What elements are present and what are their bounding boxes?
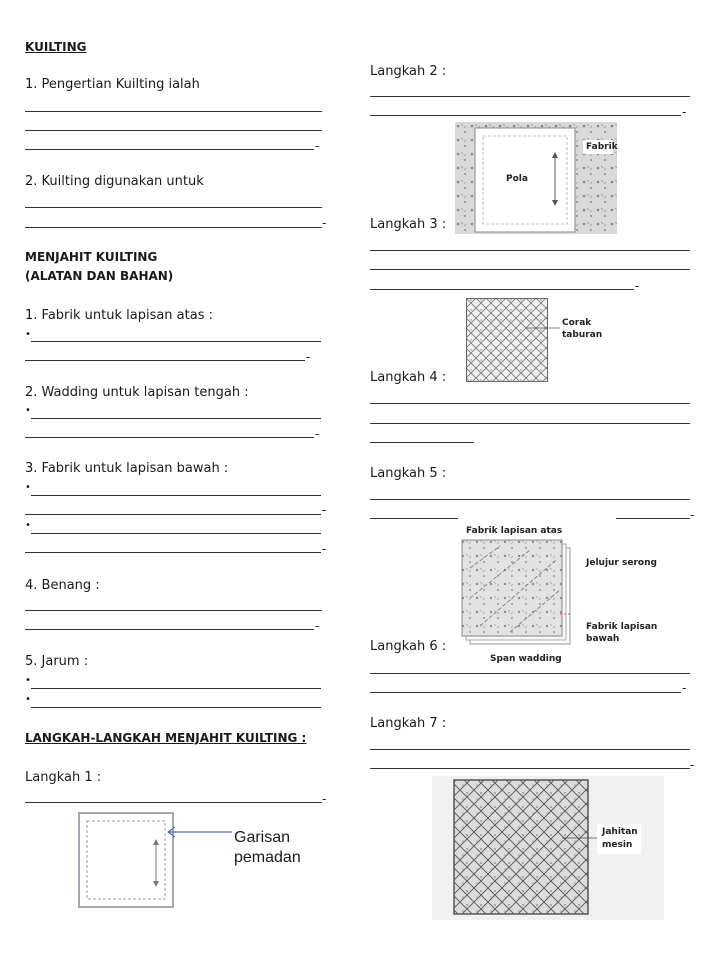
step-3-label: Langkah 3 : <box>370 217 447 232</box>
answer-line[interactable] <box>370 749 690 750</box>
answer-line[interactable] <box>31 495 321 496</box>
line-end-dash: - <box>682 105 687 119</box>
answer-line[interactable] <box>25 149 314 150</box>
item-2: 2. Wadding untuk lapisan tengah : <box>25 385 249 400</box>
answer-line[interactable] <box>370 250 690 251</box>
answer-line[interactable] <box>370 115 681 116</box>
answer-line[interactable] <box>25 360 305 361</box>
question-2: 2. Kuilting digunakan untuk <box>25 174 204 189</box>
line-end-dash: - <box>690 758 695 772</box>
step-7-label-line1: Jahitan <box>602 827 638 837</box>
step-5-label: Langkah 5 : <box>370 466 447 481</box>
line-end-dash: - <box>322 542 327 556</box>
bullet: • <box>25 329 31 340</box>
line-end-dash: - <box>682 681 687 695</box>
step-2-label: Langkah 2 : <box>370 64 447 79</box>
answer-line[interactable] <box>31 533 321 534</box>
answer-line[interactable] <box>370 403 690 404</box>
step-1-callout-line2: pemadan <box>234 849 301 866</box>
step-5-label-bawah-line1: Fabrik lapisan <box>586 622 658 632</box>
step-5-label-wadding: Span wadding <box>490 654 562 664</box>
answer-line[interactable] <box>31 707 321 708</box>
line-end-dash: - <box>315 427 320 441</box>
answer-line[interactable] <box>370 442 474 443</box>
step-2-label-fabrik: Fabrik <box>586 142 618 152</box>
item-1: 1. Fabrik untuk lapisan atas : <box>25 308 213 323</box>
step-4-label: Langkah 4 : <box>370 370 447 385</box>
section-title: MENJAHIT KUILTING <box>25 250 158 264</box>
answer-line[interactable] <box>370 673 690 674</box>
worksheet-title: KUILTING <box>25 40 87 54</box>
answer-line[interactable] <box>25 227 322 228</box>
step-5-label-jelujur: Jelujur serong <box>586 558 657 568</box>
answer-line[interactable] <box>31 341 321 342</box>
line-end-dash: - <box>322 792 327 806</box>
line-end-dash: - <box>690 508 695 522</box>
section-subtitle: (ALATAN DAN BAHAN) <box>25 269 174 283</box>
answer-line[interactable] <box>25 552 321 553</box>
answer-line[interactable] <box>370 289 634 290</box>
step-5-label-top: Fabrik lapisan atas <box>466 526 563 536</box>
bullet: • <box>25 520 31 531</box>
answer-line[interactable] <box>25 437 314 438</box>
answer-line[interactable] <box>25 802 322 803</box>
step-7-label: Langkah 7 : <box>370 716 447 731</box>
answer-line[interactable] <box>25 207 322 208</box>
step-5-label-bawah-line2: bawah <box>586 634 620 644</box>
answer-line[interactable] <box>25 130 322 131</box>
line-end-dash: - <box>635 279 640 293</box>
bullet: • <box>25 482 31 493</box>
answer-line[interactable] <box>25 514 321 515</box>
bullet: • <box>25 675 31 686</box>
answer-line[interactable] <box>370 518 458 519</box>
answer-line[interactable] <box>31 418 321 419</box>
step-3-diagram <box>466 298 548 382</box>
bullet: • <box>25 694 31 705</box>
answer-line[interactable] <box>370 96 690 97</box>
answer-line[interactable] <box>31 688 321 689</box>
question-1: 1. Pengertian Kuilting ialah <box>25 77 200 92</box>
step-5-diagram <box>460 538 572 646</box>
line-end-dash: - <box>322 216 327 230</box>
answer-line[interactable] <box>25 111 322 112</box>
item-3: 3. Fabrik untuk lapisan bawah : <box>25 461 229 476</box>
bullet: • <box>25 405 31 416</box>
answer-line[interactable] <box>25 610 322 611</box>
step-2-diagram <box>455 122 617 234</box>
answer-line[interactable] <box>370 269 690 270</box>
line-end-dash: - <box>315 619 320 633</box>
answer-line[interactable] <box>616 518 690 519</box>
step-3-label-line2: taburan <box>562 330 603 340</box>
answer-line[interactable] <box>370 499 690 500</box>
line-end-dash: - <box>306 350 311 364</box>
answer-line[interactable] <box>25 629 314 630</box>
step-6-label: Langkah 6 : <box>370 639 447 654</box>
steps-title: LANGKAH-LANGKAH MENJAHIT KUILTING : <box>25 731 307 745</box>
item-5: 5. Jarum : <box>25 654 89 669</box>
item-4: 4. Benang : <box>25 578 100 593</box>
answer-line[interactable] <box>370 692 681 693</box>
step-2-label-pola: Pola <box>506 174 528 184</box>
step-7-label-line2: mesin <box>602 840 633 850</box>
arrow-icon <box>164 826 234 838</box>
step-3-label-line1: Corak <box>562 318 592 328</box>
line-end-dash: - <box>315 139 320 153</box>
line-end-dash: - <box>322 503 327 517</box>
step-1-callout-line1: Garisan <box>234 829 291 846</box>
answer-line[interactable] <box>370 768 690 769</box>
step-1-diagram <box>78 812 174 908</box>
answer-line[interactable] <box>370 423 690 424</box>
step-1-label: Langkah 1 : <box>25 770 102 785</box>
